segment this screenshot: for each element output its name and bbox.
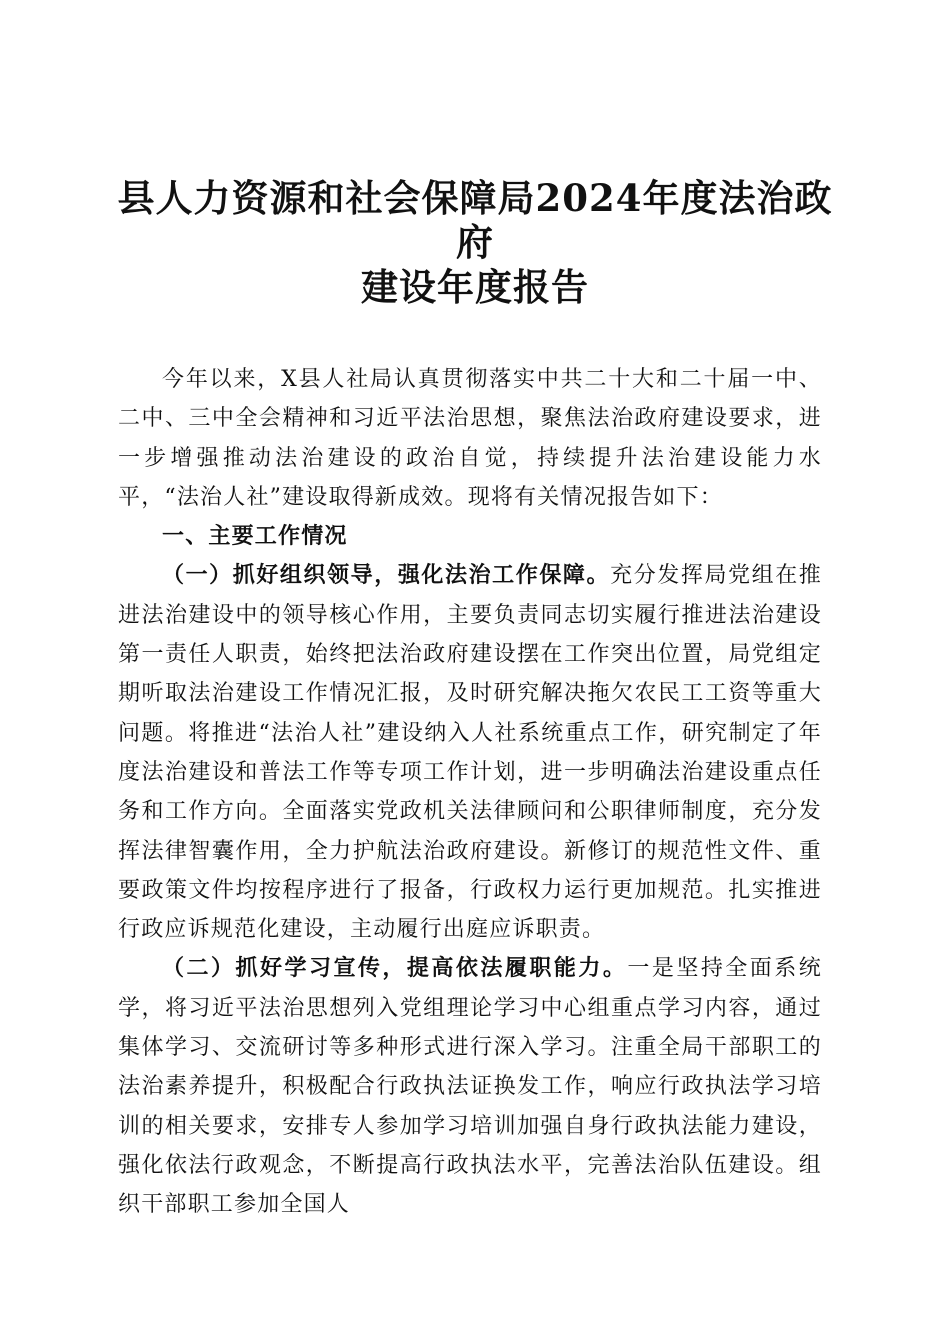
document-title-line-2: 建设年度报告 [361, 265, 589, 309]
document-title-line-1: 县人力资源和社会保障局2024年度法治政府 [117, 176, 833, 264]
subsection-1-paragraph [118, 556, 822, 949]
document-body [118, 360, 822, 1225]
subsection-1-lead: （一）抓好组织领导，强化法治工作保障。 [162, 562, 611, 589]
intro-paragraph: 今年以来，X县人社局认真贯彻落实中共二十大和二十届一中、二中、三中全会精神和习近平法治思想，聚焦法治政府建设要求，进一步增强推动法治建设的政治自觉，持续提升法治建设能力水平，“法治人社”建设取得新成效。现将有关情况报告如下： [118, 367, 822, 510]
subsection-2-paragraph [118, 949, 822, 1224]
subsection-1-text: 充分发挥局党组在推进法治建设中的领导核心作用，主要负责同志切实履行推进法治建设第一责任人职责，始终把法治政府建设摆在工作突出位置，局党组定期听取法治建设工作情况汇报，及时研究解决拖欠农民工工资等重大问题。将推进“法治人社”建设纳入人社系统重点工作，研究制定了年度法治建设和普法工作等专项工作计划，进一步明确法治建设重点任务和工作方向。全面落实党政机关法律顾问和公职律师制度，充分发挥法律智囊作用，全力护航法治政府建设。新修订的规范性文件、重要政策文件均按程序进行了报备，行政权力运行更加规范。扎实推进行政应诉规范化建设，主动履行出庭应诉职责。 [118, 563, 822, 943]
subsection-2-lead: （二）抓好学习宣传，提高依法履职能力。 [162, 955, 628, 982]
section-heading-main-work: 一、主要工作情况 [162, 524, 348, 550]
subsection-2-text: 一是坚持全面系统学，将习近平法治思想列入党组理论学习中心组重点学习内容，通过集体学习、交流研讨等多种形式进行深入学习。注重全局干部职工的法治素养提升，积极配合行政执法证换发工作，响应行政执法学习培训的相关要求，安排专人参加学习培训加强自身行政执法能力建设，强化依法行政观念，不断提高行政执法水平，完善法治队伍建设。组织干部职工参加全国人 [118, 956, 822, 1218]
